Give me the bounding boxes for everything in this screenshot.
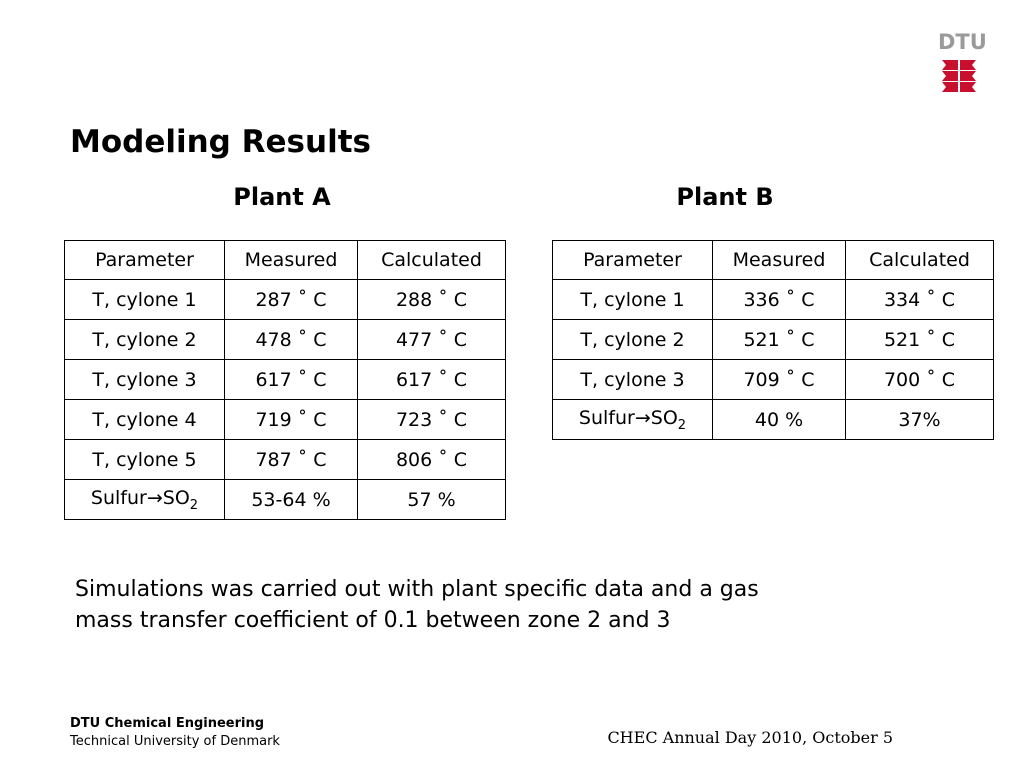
table-row-sulfur [553,400,994,440]
table-cell: T, cylone 2 [553,320,713,360]
table-cell: 478 ˚ C [225,320,358,360]
table-cell-sulfur [553,400,713,440]
table-cell: T, cylone 1 [553,280,713,320]
plant-a-title: Plant A [233,183,331,211]
dtu-logo-mark-icon [938,58,980,92]
table-cell: 57 % [358,480,506,520]
footer-event: CHEC Annual Day 2010, October 5 [607,728,893,747]
footer-university: Technical University of Denmark [70,734,280,749]
header-cell: Measured [225,241,358,280]
table-cell: 709 ˚ C [713,360,846,400]
subscript: 2 [677,417,687,433]
table-cell: 719 ˚ C [225,400,358,440]
table-cell: 477 ˚ C [358,320,506,360]
table-row [553,280,994,320]
table-row [65,360,506,400]
sulfur-label: Sulfur→SO [90,486,190,509]
table-row [65,280,506,320]
table-cell: T, cylone 3 [553,360,713,400]
sulfur-label: Sulfur→SO [578,406,678,429]
table-row [65,320,506,360]
table-cell: T, cylone 4 [65,400,225,440]
table-cell: 723 ˚ C [358,400,506,440]
table-cell: 334 ˚ C [846,280,994,320]
table-cell: 617 ˚ C [358,360,506,400]
table-cell: T, cylone 3 [65,360,225,400]
plant-b-title: Plant B [676,183,774,211]
table-cell: 336 ˚ C [713,280,846,320]
header-cell: Parameter [65,241,225,280]
subscript: 2 [189,497,199,513]
table-cell: 521 ˚ C [713,320,846,360]
table-cell: 53-64 % [225,480,358,520]
table-cell: T, cylone 5 [65,440,225,480]
table-cell: T, cylone 1 [65,280,225,320]
table-cell: 40 % [713,400,846,440]
header-cell: Calculated [846,241,994,280]
table-row-sulfur [65,480,506,520]
slide-title: Modeling Results [70,124,371,160]
plant-a-table [64,240,506,520]
table-header-row [65,241,506,280]
table-cell: 287 ˚ C [225,280,358,320]
logo-text: DTU [938,30,987,54]
header-cell: Measured [713,241,846,280]
header-cell: Calculated [358,241,506,280]
header-cell: Parameter [553,241,713,280]
table-cell: 617 ˚ C [225,360,358,400]
table-cell: 288 ˚ C [358,280,506,320]
table-row [553,360,994,400]
plant-b-table [552,240,994,440]
table-row [553,320,994,360]
table-cell: 700 ˚ C [846,360,994,400]
table-header-row [553,241,994,280]
footer-department: DTU Chemical Engineering [70,716,265,731]
table-cell: 37% [846,400,994,440]
table-cell: 521 ˚ C [846,320,994,360]
table-cell: 806 ˚ C [358,440,506,480]
table-row [65,400,506,440]
table-cell-sulfur [65,480,225,520]
simulation-note: Simulations was carried out with plant specific data and a gas mass transfer coefficient of 0.1 between zone 2 and 3 [75,577,759,633]
footer-affiliation [70,715,280,751]
table-row [65,440,506,480]
dtu-logo [938,30,987,92]
table-cell: T, cylone 2 [65,320,225,360]
table-cell: 787 ˚ C [225,440,358,480]
